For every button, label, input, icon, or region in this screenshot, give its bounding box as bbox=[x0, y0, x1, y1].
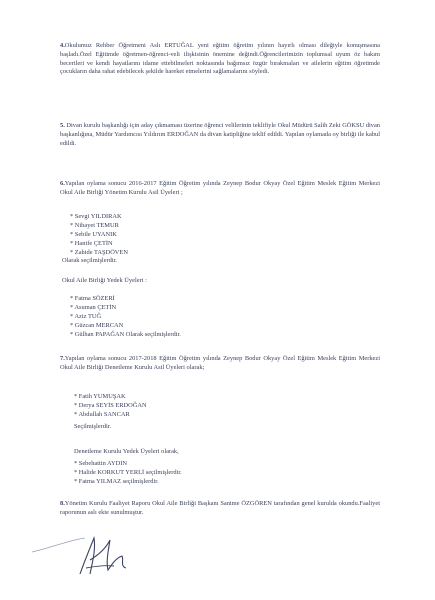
member-list-item: * Asuman ÇETİN bbox=[70, 304, 117, 312]
item-4-text: Okulumuz Rehber Öğretmeni Aslı ERTUĞAL yeni eğitim öğretim yılının hayırlı olması dileğiyle konuşmasına başladı.Özel Eğitimde öğretmen-öğrenci-veli ilişkisinin önemine değindi.Öğrencilerimizin toplumsal uyum öz bakım becerileri ve kendi hayatlarını idame ettebilmeleri noktasında bağımsız özgür bırakmaları ve ailelerin eğitim öğretimde çocukların daha rahat edebilecek şekilde hareket etmelerini sağlamalarını söyledi. bbox=[60, 42, 380, 76]
member-list-item: * Fatma YILMAZ seçilmişlerdir. bbox=[74, 478, 159, 486]
item-8-paragraph bbox=[60, 500, 380, 518]
member-list-item: * Derya SEYİS ERDOĞAN bbox=[74, 402, 147, 410]
item-4-paragraph bbox=[60, 42, 380, 77]
member-list-item: * Gülhan PAPAĞAN Olarak seçilmişlerdir. bbox=[70, 331, 181, 339]
member-list-item: * Sebehattin AYDIN bbox=[74, 460, 128, 467]
member-list-item: * Halide KORKUT YERLİ seçilmişlerdir. bbox=[74, 469, 182, 477]
item-6-yedek-members bbox=[70, 294, 181, 339]
item-5-text: Divan kurulu başkanlığı için aday çıkmaması üzerine öğrenci velilerinin teklifiyle Okul Müdürü Salih Zeki GÖKSU divan başkanlığına, Müdür Yardımcısı Yıldırım ERDOĞAN da divan katipliğine teklif edildi. Yapılan oylamada oy birliği ile kabul edildi. bbox=[60, 122, 381, 147]
member-list-item: * Nihayet TEMUR bbox=[70, 222, 119, 230]
item-8-number: 8. bbox=[60, 500, 65, 507]
item-7-asil-members bbox=[74, 392, 147, 419]
item-4-number: 4. bbox=[60, 42, 65, 49]
member-list-item: * Fatih YUMUŞAK bbox=[74, 393, 126, 400]
item-7-number: 7. bbox=[60, 355, 65, 362]
item-6-paragraph bbox=[60, 180, 380, 198]
item-6-text: Yapılan oylama sonucu 2016-2017 Eğitim Öğretim yılında Zeynep Bodur Okyay Özel Eğitim Meslek Eğitim Merkezi Okul Aile Birliği Yönetim Kurulu Asil Üyeleri ; bbox=[60, 180, 380, 196]
member-list-item: * Zahide TAŞDÖVEN bbox=[70, 249, 128, 257]
handwritten-signature bbox=[30, 530, 140, 580]
member-list-item: * Fatma SÖZERİ bbox=[70, 295, 115, 302]
item-6-asil-members bbox=[70, 212, 128, 257]
item-4 bbox=[60, 42, 380, 77]
item-7-asil-closing: Seçilmişlerdir. bbox=[74, 423, 112, 430]
member-list-item: * Sevgi YILDIRAK bbox=[70, 213, 122, 220]
member-list-item: * Hanife ÇETİN bbox=[70, 240, 113, 248]
member-list-item: * Abdullah SANCAR bbox=[74, 411, 130, 419]
item-5-number: 5. bbox=[60, 122, 65, 129]
item-8 bbox=[60, 500, 380, 518]
item-5-paragraph bbox=[60, 122, 380, 148]
item-5 bbox=[60, 122, 380, 148]
item-7-yedek-members bbox=[74, 459, 182, 486]
item-7 bbox=[60, 355, 380, 373]
item-8-text: Yönetim Kurulu Faaliyet Raporu Okul Aile Birliği Başkanı Sanime ÖZGÖREN tarafından genel kurulda okundu.Faaliyet raporunun aslı ekte sunulmuştur. bbox=[60, 500, 380, 516]
member-list-item: * Güzcan MERCAN bbox=[70, 322, 124, 330]
member-list-item: * Sebile UYANIK bbox=[70, 231, 117, 239]
item-7-text: Yapılan oylama sonucu 2017-2018 Eğitim Öğretim yılında Zeynep Bodur Okyay Özel Eğitim Meslek Eğitim Merkezi Okul Aile Birliği Denetleme Kurulu Asil Üyeleri olarak; bbox=[60, 355, 380, 371]
item-6-number: 6. bbox=[60, 180, 65, 187]
item-6 bbox=[60, 180, 380, 198]
item-7-paragraph bbox=[60, 355, 380, 373]
member-list-item: * Aziz TUĞ bbox=[70, 313, 102, 321]
item-6-yedek-title: Okul Aile Birliği Yedek Üyeleri : bbox=[62, 277, 147, 284]
item-7-yedek-title: Denetleme Kurulu Yedek Üyeleri olarak, bbox=[74, 448, 179, 455]
item-6-asil-closing: Olarak seçilmişlerdir. bbox=[62, 257, 118, 264]
